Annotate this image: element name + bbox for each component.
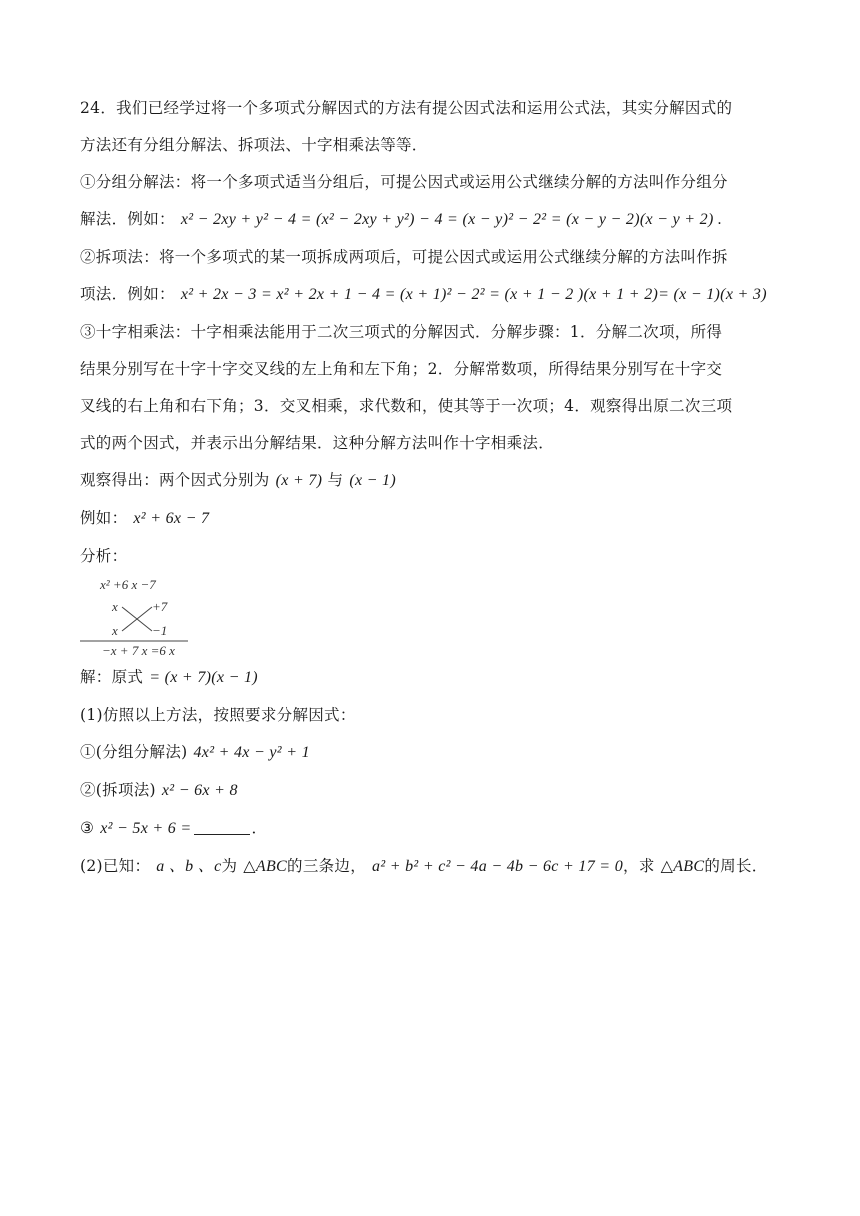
solution-label: 解：原式 <box>80 668 144 686</box>
part2-text-e: 的周长． <box>704 857 768 875</box>
split-equation: x² + 2x − 3 = x² + 2x + 1 − 4 = (x + 1)² − 2² = (x + 1 − 2 )(x + 1 + 2)= (x − 1)(x + 3) <box>180 286 767 303</box>
part2-text-d: ，求 <box>623 857 655 875</box>
grouping-equation: x² − 2xy + y² − 4 = (x² − 2xy + y²) − 4 = (x − y)² − 2² = (x − y − 2)(x − y + 2) . <box>180 211 723 228</box>
question-3 <box>80 816 780 841</box>
observe-label: 观察得出：两个因式分别为 <box>80 471 270 489</box>
analysis-label: 分析： <box>80 547 128 565</box>
figure-right-top: +7 <box>152 599 168 614</box>
part2-text-c: 的三条边， <box>287 857 367 875</box>
observe-factor-1: (x + 7) <box>275 472 323 489</box>
part2-text-b: 为 <box>221 857 238 875</box>
document-body <box>80 96 780 892</box>
example-line <box>80 506 780 531</box>
question-3-label: ③ <box>80 819 95 837</box>
part2-triangle: △ABC <box>243 858 288 875</box>
observe-factor-2: (x − 1) <box>349 472 396 489</box>
figure-top-expression: x² +6 x −7 <box>100 577 156 592</box>
question-3-period: ． <box>251 819 268 837</box>
split-line-2 <box>80 282 780 307</box>
grouping-line-1: ①分组分解法：将一个多项式适当分组后，可提公因式或运用公式继续分解的方法叫作分组分 <box>80 173 728 191</box>
question-1 <box>80 740 780 765</box>
split-example-label: 项法．例如： <box>80 285 175 303</box>
figure-bottom-sum: −x + 7 x =6 x <box>102 643 175 658</box>
cross-line-2: 结果分别写在十字十字交叉线的左上角和左下角；2．分解常数项，所得结果分别写在十字交 <box>80 360 723 378</box>
part2-label: (2)已知： <box>80 857 151 875</box>
part1-line: (1)仿照以上方法，按照要求分解因式： <box>80 706 356 724</box>
example-expression: x² + 6x − 7 <box>133 510 210 527</box>
split-line-1: ②拆项法：将一个多项式的某一项拆成两项后，可提公因式或运用公式继续分解的方法叫作拆 <box>80 248 728 266</box>
solution-line <box>80 665 780 690</box>
cross-line-4: 式的两个因式，并表示出分解结果．这种分解方法叫作十字相乘法． <box>80 434 555 452</box>
figure-right-bottom: −1 <box>152 623 168 638</box>
cross-multiplication-figure <box>80 575 200 661</box>
part2-variables: a 、b 、c <box>156 858 222 875</box>
intro-line-1: 24．我们已经学过将一个多项式分解因式的方法有提公因式法和运用公式法，其实分解因式的 <box>80 99 733 117</box>
example-label: 例如： <box>80 509 128 527</box>
part2-triangle-2: △ABC <box>660 858 705 875</box>
observe-line <box>80 468 780 493</box>
intro-line-2: 方法还有分组分解法、拆项法、十字相乘法等等． <box>80 136 428 154</box>
question-2-label: ②(拆项法) <box>80 781 156 799</box>
cross-line-1: ③十字相乘法：十字相乘法能用于二次三项式的分解因式．分解步骤：1．分解二次项，所得 <box>80 323 723 341</box>
figure-left-bottom: x <box>112 623 118 638</box>
figure-left-top: x <box>112 599 118 614</box>
part2-line <box>80 854 780 879</box>
question-2 <box>80 778 780 803</box>
question-1-expression: 4x² + 4x − y² + 1 <box>193 744 310 761</box>
question-2-expression: x² − 6x + 8 <box>161 782 238 799</box>
solution-expression: = (x + 7)(x − 1) <box>149 669 258 686</box>
question-1-label: ①(分组分解法) <box>80 743 188 761</box>
grouping-example-label: 解法．例如： <box>80 210 175 228</box>
part2-equation: a² + b² + c² − 4a − 4b − 6c + 17 = 0 <box>372 858 624 875</box>
observe-connector: 与 <box>327 471 344 489</box>
grouping-line-2 <box>80 207 780 232</box>
question-3-expression: x² − 5x + 6 = <box>100 820 192 837</box>
cross-line-3: 叉线的右上角和右下角；3．交叉相乘，求代数和，使其等于一次项；4．观察得出原二次三项 <box>80 397 733 415</box>
answer-blank[interactable] <box>194 820 250 835</box>
